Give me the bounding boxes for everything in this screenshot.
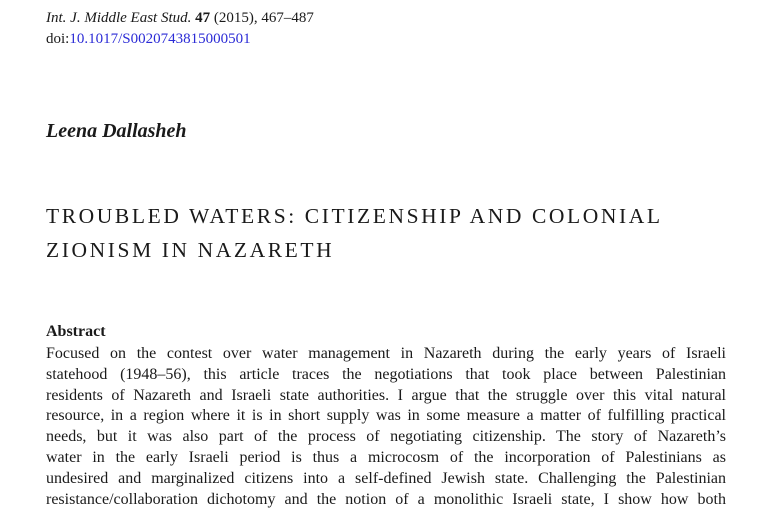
doi-link[interactable]: 10.1017/S0020743815000501 [69,31,251,47]
article-title [46,199,736,267]
abstract-line: water in the early Israeli period is thus a microcosm of the incorporation of Palestinians as [46,448,726,466]
journal-citation [46,8,314,29]
journal-year-pages: (2015), 467–487 [213,10,314,26]
journal-volume: 47 [195,10,211,26]
abstract-line: residents of Nazareth and Israeli state authorities. I argue that the struggle over this vital natural [46,386,726,404]
author-name: Leena Dallasheh [46,120,187,142]
abstract-line: statehood (1948–56), this article traces the negotiations that took place between Palestinian [46,365,726,383]
abstract-line: Focused on the contest over water management in Nazareth during the early years of Israeli [46,345,726,362]
abstract-line: needs, but it was also part of the process of negotiating citizenship. The story of Nazareth’s [46,428,726,446]
title-line-1: TROUBLED WATERS: CITIZENSHIP AND COLONIAL [46,204,663,228]
abstract-line: resistance/collaboration dichotomy and the notion of a monolithic Israeli state, I show how both [46,490,726,508]
doi-line [46,29,251,50]
journal-name: Int. J. Middle East Stud. [46,10,192,26]
abstract-heading: Abstract [46,323,106,340]
abstract-line: undesired and marginalized citizens into a self-defined Jewish state. Challenging the Palestinian [46,469,726,487]
abstract-line: resource, in a region where it is in short supply was in some measure a matter of fulfilling practical [46,407,726,425]
title-line-2: ZIONISM IN NAZARETH [46,238,335,262]
abstract-body [46,344,726,510]
doi-prefix: doi: [46,31,70,47]
